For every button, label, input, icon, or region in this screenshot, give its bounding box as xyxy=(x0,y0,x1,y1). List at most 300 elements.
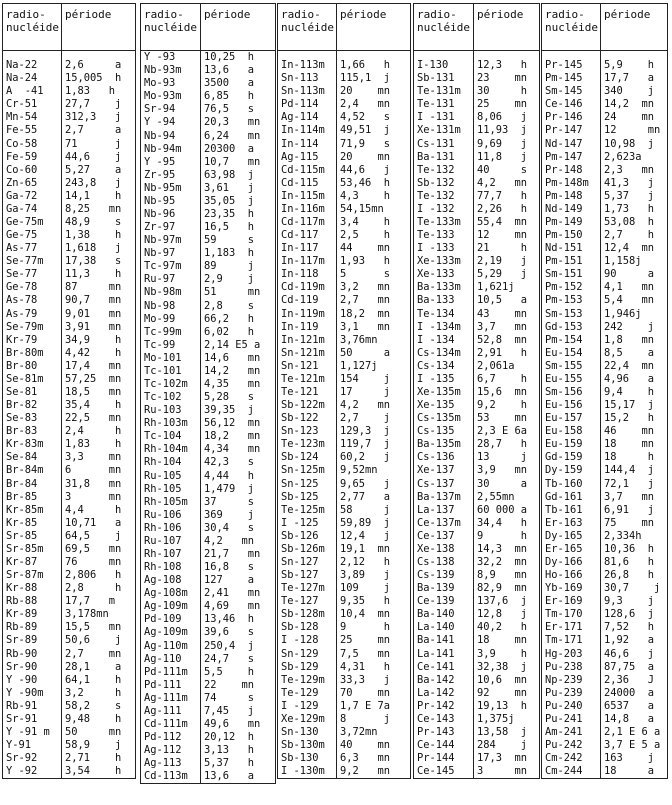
half-life-cell: 14,2 mn xyxy=(603,98,655,111)
table-row xyxy=(414,451,540,464)
half-life-cell: 15,005 h xyxy=(64,72,122,85)
nuclide-cell: Pd-111m xyxy=(141,666,201,679)
nuclide-table-column-2 xyxy=(140,3,276,784)
table-row xyxy=(414,242,540,255)
nuclide-cell: Ce-145 xyxy=(414,765,474,779)
table-row xyxy=(3,556,136,569)
table-row xyxy=(414,661,540,674)
half-life-cell: 58 j xyxy=(339,503,391,516)
nuclide-cell: Nb-98 xyxy=(141,299,201,312)
table-row xyxy=(278,451,411,464)
nuclide-cell: Eu-158 xyxy=(542,425,601,438)
half-life-cell xyxy=(336,51,410,60)
half-life-cell: 12,3 h xyxy=(477,59,528,72)
nuclide-cell: Nd-151 xyxy=(542,242,601,255)
table-row xyxy=(3,203,136,216)
half-life-cell: 5,37 j xyxy=(603,189,655,202)
nuclide-cell: Y -93 xyxy=(141,51,201,65)
half-life-cell: 4,4 h xyxy=(64,503,122,516)
nuclide-cell: Ag-115 xyxy=(278,151,337,164)
table-row xyxy=(414,399,540,412)
table-row xyxy=(141,443,276,456)
nuclide-cell: Rb-88 xyxy=(3,595,62,608)
half-life-cell: 53,08 h xyxy=(603,215,655,228)
nuclide-table-column-4 xyxy=(413,3,540,779)
nuclide-cell: In-116m xyxy=(278,203,337,216)
table-row xyxy=(3,164,136,177)
nuclide-cell: Ba-131 xyxy=(414,151,474,164)
half-life-cell: 2,12 h xyxy=(339,556,391,568)
nuclide-cell: Pd-114 xyxy=(278,98,337,111)
nuclide-cell: Pu-241 xyxy=(542,713,601,726)
table-row xyxy=(3,334,136,347)
table-row xyxy=(3,294,136,307)
half-life-cell: 8 j xyxy=(339,712,391,725)
half-life-cell: 2,061a xyxy=(477,359,515,372)
nuclide-cell: Ho-166 xyxy=(542,569,601,582)
table-row xyxy=(3,478,136,491)
table-row xyxy=(3,360,136,373)
nuclide-cell: Yb-169 xyxy=(542,582,601,595)
nuclide-cell: I -128 xyxy=(278,634,337,647)
nuclide-table-column-5 xyxy=(541,3,668,779)
half-life-cell: 17,7 m xyxy=(64,595,116,608)
nuclide-cell: Ge-78 xyxy=(3,281,62,294)
half-life-cell: 6,91 j xyxy=(603,503,655,516)
nuclide-cell: Pr-142 xyxy=(414,700,474,713)
nuclide-cell: Rh-104m xyxy=(141,443,201,456)
half-life-cell: 26,8 h xyxy=(603,569,655,582)
nuclide-cell: Xe-129m xyxy=(278,713,337,726)
nuclide-cell: Er-163 xyxy=(542,517,601,530)
nuclide-cell: Pr-148 xyxy=(542,164,601,177)
nuclide-cell: Y -92 xyxy=(3,765,62,779)
nuclide-cell: Cm-244 xyxy=(542,765,601,779)
table-row xyxy=(3,648,136,661)
table-row xyxy=(278,242,411,255)
nuclide-cell: Pm-147 xyxy=(542,151,601,164)
table-row xyxy=(542,268,668,281)
table-row xyxy=(278,51,411,60)
table-row xyxy=(414,124,540,137)
half-life-cell: 17,38 s xyxy=(64,255,122,268)
half-life-cell: 28,1 a xyxy=(64,660,122,673)
nuclide-cell: Ag-111 xyxy=(141,705,201,718)
nuclide-cell: Sn-125m xyxy=(278,464,337,477)
half-life-cell: 163 j xyxy=(603,752,655,765)
nuclide-cell: La-137 xyxy=(414,504,474,517)
table-row xyxy=(414,530,540,543)
table-row xyxy=(278,360,411,373)
half-life-cell: 4,96 a xyxy=(603,372,655,385)
table-row xyxy=(3,268,136,281)
table-row xyxy=(278,151,411,164)
nuclide-cell: Pm-148 xyxy=(542,190,601,203)
table-row xyxy=(278,661,411,674)
nuclide-cell xyxy=(3,51,62,60)
nuclide-cell: Mo-93m xyxy=(141,90,201,103)
table-row xyxy=(414,713,540,726)
table-row xyxy=(278,386,411,399)
nuclide-cell: Br-84 xyxy=(3,478,62,491)
half-life-cell: 2,7 mn xyxy=(339,294,391,307)
nuclide-cell: Cd-115m xyxy=(278,164,337,177)
half-life-cell: 17,7 a xyxy=(603,72,655,85)
half-life-cell: 250,4 j xyxy=(204,639,255,652)
table-row xyxy=(542,151,668,164)
table-row xyxy=(414,51,540,60)
nuclide-cell: Rh-105m xyxy=(141,496,201,509)
table-row xyxy=(3,621,136,634)
nuclide-cell: In-121m xyxy=(278,334,337,347)
table-row xyxy=(414,739,540,752)
half-life-cell: 4,2 mn xyxy=(477,176,528,189)
nuclide-cell: Ge-75m xyxy=(3,216,62,229)
half-life-cell: 15,6 mn xyxy=(477,385,528,398)
table-row xyxy=(3,307,136,320)
table-row xyxy=(542,72,668,85)
table-row xyxy=(542,98,668,111)
table-row xyxy=(3,582,136,595)
half-life-cell: 19,1 mn xyxy=(339,542,391,555)
half-life-cell: 11,93 j xyxy=(477,124,528,137)
table-row xyxy=(414,621,540,634)
nuclide-cell: Sb-122 xyxy=(278,412,337,425)
half-life-cell: 4,69 mn xyxy=(204,600,261,613)
table-row xyxy=(141,339,276,352)
nuclide-cell: In-114 xyxy=(278,137,337,150)
nuclide-cell: I -132 xyxy=(414,203,474,216)
table-row xyxy=(414,85,540,98)
nuclide-cell: Sb-126m xyxy=(278,543,337,556)
half-life-cell: 74 s xyxy=(204,691,255,704)
nuclide-cell: Xe-138 xyxy=(414,543,474,556)
half-life-cell: 50 mn xyxy=(64,726,122,739)
table-row xyxy=(278,98,411,111)
nuclide-cell: Cs-136 xyxy=(414,451,474,464)
nuclide-cell: Tc-101 xyxy=(141,365,201,378)
half-life-cell: 2,14 E5 a xyxy=(204,338,261,351)
table-row xyxy=(542,412,668,425)
nuclide-cell: Gd-159 xyxy=(542,451,601,464)
half-life-cell: 6 mn xyxy=(64,464,122,477)
half-life-cell: 17,3 mn xyxy=(477,752,528,765)
table-row xyxy=(414,255,540,268)
header-nuclide: radio- nucléide xyxy=(542,4,601,51)
nuclide-cell: Sr-90 xyxy=(3,661,62,674)
table-row xyxy=(414,491,540,504)
half-life-cell: 3,7 mn xyxy=(477,320,528,333)
half-life-cell: 9,01 mn xyxy=(64,307,122,320)
half-life-cell: 2,41 mn xyxy=(204,587,261,600)
half-life-cell: 10,36 h xyxy=(603,542,655,555)
nuclide-cell: Pd-111 xyxy=(141,679,201,692)
nuclide-cell: Te-121 xyxy=(278,386,337,399)
nuclide-cell: Sn-129 xyxy=(278,648,337,661)
nuclide-cell: Ag-114 xyxy=(278,111,337,124)
half-life-cell: 17,4 mn xyxy=(64,359,122,372)
nuclide-cell: Te-125m xyxy=(278,504,337,517)
half-life-cell: 1,375j xyxy=(477,712,515,725)
header-period: période xyxy=(600,4,667,51)
half-life-cell: 34,4 h xyxy=(477,516,528,529)
table-row xyxy=(3,386,136,399)
table-row xyxy=(278,111,411,124)
table-row xyxy=(278,621,411,634)
half-life-cell: 1,621j xyxy=(477,281,515,294)
nuclide-cell: Sm-151 xyxy=(542,268,601,281)
nuclide-cell: Fe-59 xyxy=(3,151,62,164)
nuclide-cell: Er-165 xyxy=(542,543,601,556)
table-row xyxy=(414,137,540,150)
half-life-cell: 1,38 h xyxy=(64,229,122,242)
nuclide-cell: Cd-115 xyxy=(278,177,337,190)
nuclide-cell: Ce-144 xyxy=(414,739,474,752)
nuclide-cell: Cs-135 xyxy=(414,425,474,438)
table-row xyxy=(278,582,411,595)
nuclide-cell: La-140 xyxy=(414,621,474,634)
half-life-cell: 64,5 j xyxy=(64,529,122,542)
half-life-cell: 24000 a xyxy=(603,686,655,699)
half-life-cell: 22 mn xyxy=(204,678,255,691)
nuclide-cell: Te-134 xyxy=(414,307,474,320)
nuclide-cell: Hg-203 xyxy=(542,648,601,661)
table-row xyxy=(278,203,411,216)
table-row xyxy=(414,569,540,582)
table-row xyxy=(278,268,411,281)
nuclide-cell: Rh-107 xyxy=(141,548,201,561)
half-life-cell: 44 mn xyxy=(339,242,391,255)
nuclide-cell: Sn-113 xyxy=(278,72,337,85)
nuclide-cell: Se-77 xyxy=(3,268,62,281)
half-life-cell: 7,5 mn xyxy=(339,647,391,660)
table-row xyxy=(141,273,276,286)
table-row xyxy=(278,608,411,621)
nuclide-cell: Ru-107 xyxy=(141,535,201,548)
nuclide-cell: Nb-94 xyxy=(141,129,201,142)
nuclide-cell: Sm-153 xyxy=(542,307,601,320)
nuclide-cell: Ba-142 xyxy=(414,674,474,687)
table-row xyxy=(141,391,276,404)
nuclide-cell: Rb-91 xyxy=(3,700,62,713)
half-life-cell: 12 mn xyxy=(603,124,661,137)
nuclide-table-column-3 xyxy=(277,3,411,779)
nuclide-cell: Fe-55 xyxy=(3,124,62,137)
half-life-cell: 9 h xyxy=(339,621,391,634)
table-row xyxy=(141,587,276,600)
table-row xyxy=(141,430,276,443)
half-life-cell: 2,5 h xyxy=(339,229,391,242)
table-row xyxy=(278,164,411,177)
nuclide-cell xyxy=(414,51,474,60)
half-life-cell: 13,46 h xyxy=(204,613,255,626)
nuclide-cell: Cr-51 xyxy=(3,98,62,111)
table-row xyxy=(542,739,668,752)
table-row xyxy=(3,765,136,779)
table-row xyxy=(278,255,411,268)
table-row xyxy=(542,765,668,779)
table-row xyxy=(542,661,668,674)
half-life-cell: 340 j xyxy=(603,85,655,98)
half-life-cell: 40 s xyxy=(477,163,528,176)
half-life-cell: 22,5 mn xyxy=(64,412,122,425)
nuclide-cell: Ga-72 xyxy=(3,190,62,203)
half-life-cell: 42,3 s xyxy=(204,456,255,469)
half-life-cell: 2,6 a xyxy=(64,59,122,72)
half-life-cell: 15,5 mn xyxy=(64,621,122,634)
half-life-cell: 20,12 h xyxy=(204,731,255,744)
table-row xyxy=(542,399,668,412)
table-row xyxy=(542,177,668,190)
half-life-cell: 87,75 a xyxy=(603,660,655,673)
table-row xyxy=(141,470,276,483)
table-row xyxy=(542,216,668,229)
half-life-cell: 39,35 j xyxy=(204,404,255,417)
table-row xyxy=(3,373,136,386)
table-row xyxy=(141,116,276,129)
half-life-cell: 1,93 h xyxy=(339,255,391,268)
table-row xyxy=(278,648,411,661)
nuclide-cell: Tc-99m xyxy=(141,326,201,339)
nuclide-cell: Ru-103 xyxy=(141,404,201,417)
table-row xyxy=(3,726,136,739)
half-life-cell: 10,5 a xyxy=(477,294,528,307)
half-life-cell: 5 s xyxy=(339,268,391,281)
half-life-cell: 9,69 j xyxy=(477,137,528,150)
half-life-cell: 37 s xyxy=(204,495,255,508)
half-life-cell: 22,4 mn xyxy=(603,359,655,372)
nuclide-cell: Pm-149 xyxy=(542,216,601,229)
table-row xyxy=(141,600,276,613)
half-life-cell: 5,5 h xyxy=(204,665,255,678)
table-row xyxy=(542,451,668,464)
half-life-cell: 50,6 j xyxy=(64,634,122,647)
half-life-cell: 24 mn xyxy=(603,111,655,124)
table-row xyxy=(414,386,540,399)
half-life-cell: 5,28 s xyxy=(204,391,255,404)
nuclide-cell: Sb-127 xyxy=(278,569,337,582)
table-row xyxy=(542,478,668,491)
nuclide-cell: Kr-89 xyxy=(3,608,62,621)
half-life-cell: 242 j xyxy=(603,320,655,333)
table-row xyxy=(141,613,276,626)
nuclide-cell: Sb-128m xyxy=(278,608,337,621)
half-life-cell: 1,479 j xyxy=(204,482,255,495)
table-row xyxy=(141,77,276,90)
half-life-cell: 9,4 h xyxy=(603,385,655,398)
table-row xyxy=(141,417,276,430)
half-life-cell: 76,5 s xyxy=(204,103,255,116)
nuclide-table-column-1 xyxy=(2,3,136,779)
table-row xyxy=(141,509,276,522)
nuclide-cell: Ga-74 xyxy=(3,203,62,216)
nuclide-cell: Ba-133m xyxy=(414,281,474,294)
nuclide-cell: Br-84m xyxy=(3,464,62,477)
half-life-cell: 17 j xyxy=(339,385,391,398)
table-row xyxy=(414,464,540,477)
half-life-cell: 30 h xyxy=(477,85,528,98)
table-row xyxy=(414,425,540,438)
nuclide-cell: In-117 xyxy=(278,242,337,255)
half-life-cell: 5,9 h xyxy=(603,59,655,72)
table-row xyxy=(414,752,540,765)
nuclide-cell: Ba-139 xyxy=(414,582,474,595)
half-life-cell: 35,4 h xyxy=(64,399,122,412)
table-row xyxy=(141,757,276,770)
half-life-cell: 284 j xyxy=(477,739,528,752)
nuclide-cell: Ag-108m xyxy=(141,587,201,600)
table-row xyxy=(3,634,136,647)
nuclide-cell: Eu-155 xyxy=(542,373,601,386)
table-row xyxy=(278,347,411,360)
nuclide-cell: Sb-128 xyxy=(278,621,337,634)
nuclide-cell: Sb-130m xyxy=(278,739,337,752)
half-life-cell: 154 j xyxy=(339,372,391,385)
half-life-cell: 1,183 h xyxy=(204,247,255,260)
half-life-cell: 1,83 h xyxy=(64,85,116,98)
table-row xyxy=(278,478,411,491)
table-row xyxy=(542,111,668,124)
half-life-cell: 50 a xyxy=(339,346,391,359)
half-life-cell: 109 j xyxy=(339,582,391,595)
half-life-cell: 9,3 j xyxy=(603,595,655,608)
table-row xyxy=(414,765,540,779)
table-row xyxy=(141,561,276,574)
half-life-cell: 28,7 h xyxy=(477,438,528,451)
header-row xyxy=(3,4,136,51)
table-row xyxy=(141,260,276,273)
half-life-cell: 20 mn xyxy=(339,150,391,163)
table-row xyxy=(414,216,540,229)
half-life-cell: 3,4 h xyxy=(339,215,391,228)
nuclide-cell: Se-81 xyxy=(3,386,62,399)
table-row xyxy=(278,634,411,647)
half-life-cell: 8,5 a xyxy=(603,346,655,359)
half-life-cell: 44,6 j xyxy=(339,163,391,176)
table-row xyxy=(141,483,276,496)
table-row xyxy=(3,674,136,687)
half-life-cell: 6537 a xyxy=(603,699,655,712)
table-row xyxy=(542,582,668,595)
nuclide-cell: Sm-145 xyxy=(542,85,601,98)
half-life-cell: 75 mn xyxy=(603,516,655,529)
half-life-cell: 18,2 mn xyxy=(204,430,261,443)
half-life-cell: 20300 a xyxy=(204,142,255,155)
table-row xyxy=(414,164,540,177)
table-row xyxy=(542,608,668,621)
half-life-cell: 1,92 a xyxy=(603,634,655,647)
nuclide-cell xyxy=(278,51,337,60)
nuclide-cell: I -134m xyxy=(414,321,474,334)
nuclide-cell: Pm-154 xyxy=(542,334,601,347)
nuclide-cell: I-130 xyxy=(414,59,474,72)
half-life-cell: 49,51 j xyxy=(339,124,391,137)
table-row xyxy=(141,770,276,784)
nuclide-cell: Te-121m xyxy=(278,373,337,386)
nuclide-cell: Mo-99 xyxy=(141,313,201,326)
half-life-cell: 4,42 h xyxy=(64,346,122,359)
nuclide-cell: Cs-131 xyxy=(414,137,474,150)
half-life-cell: 34,9 h xyxy=(64,333,122,346)
table-row xyxy=(414,98,540,111)
nuclide-cell: Pr-143 xyxy=(414,726,474,739)
table-row xyxy=(542,59,668,72)
half-life-cell: 33,3 j xyxy=(339,673,391,686)
table-row xyxy=(542,203,668,216)
half-life-cell: 14,2 mn xyxy=(204,364,261,377)
table-row xyxy=(278,438,411,451)
half-life-cell: 12,8 j xyxy=(477,608,528,621)
